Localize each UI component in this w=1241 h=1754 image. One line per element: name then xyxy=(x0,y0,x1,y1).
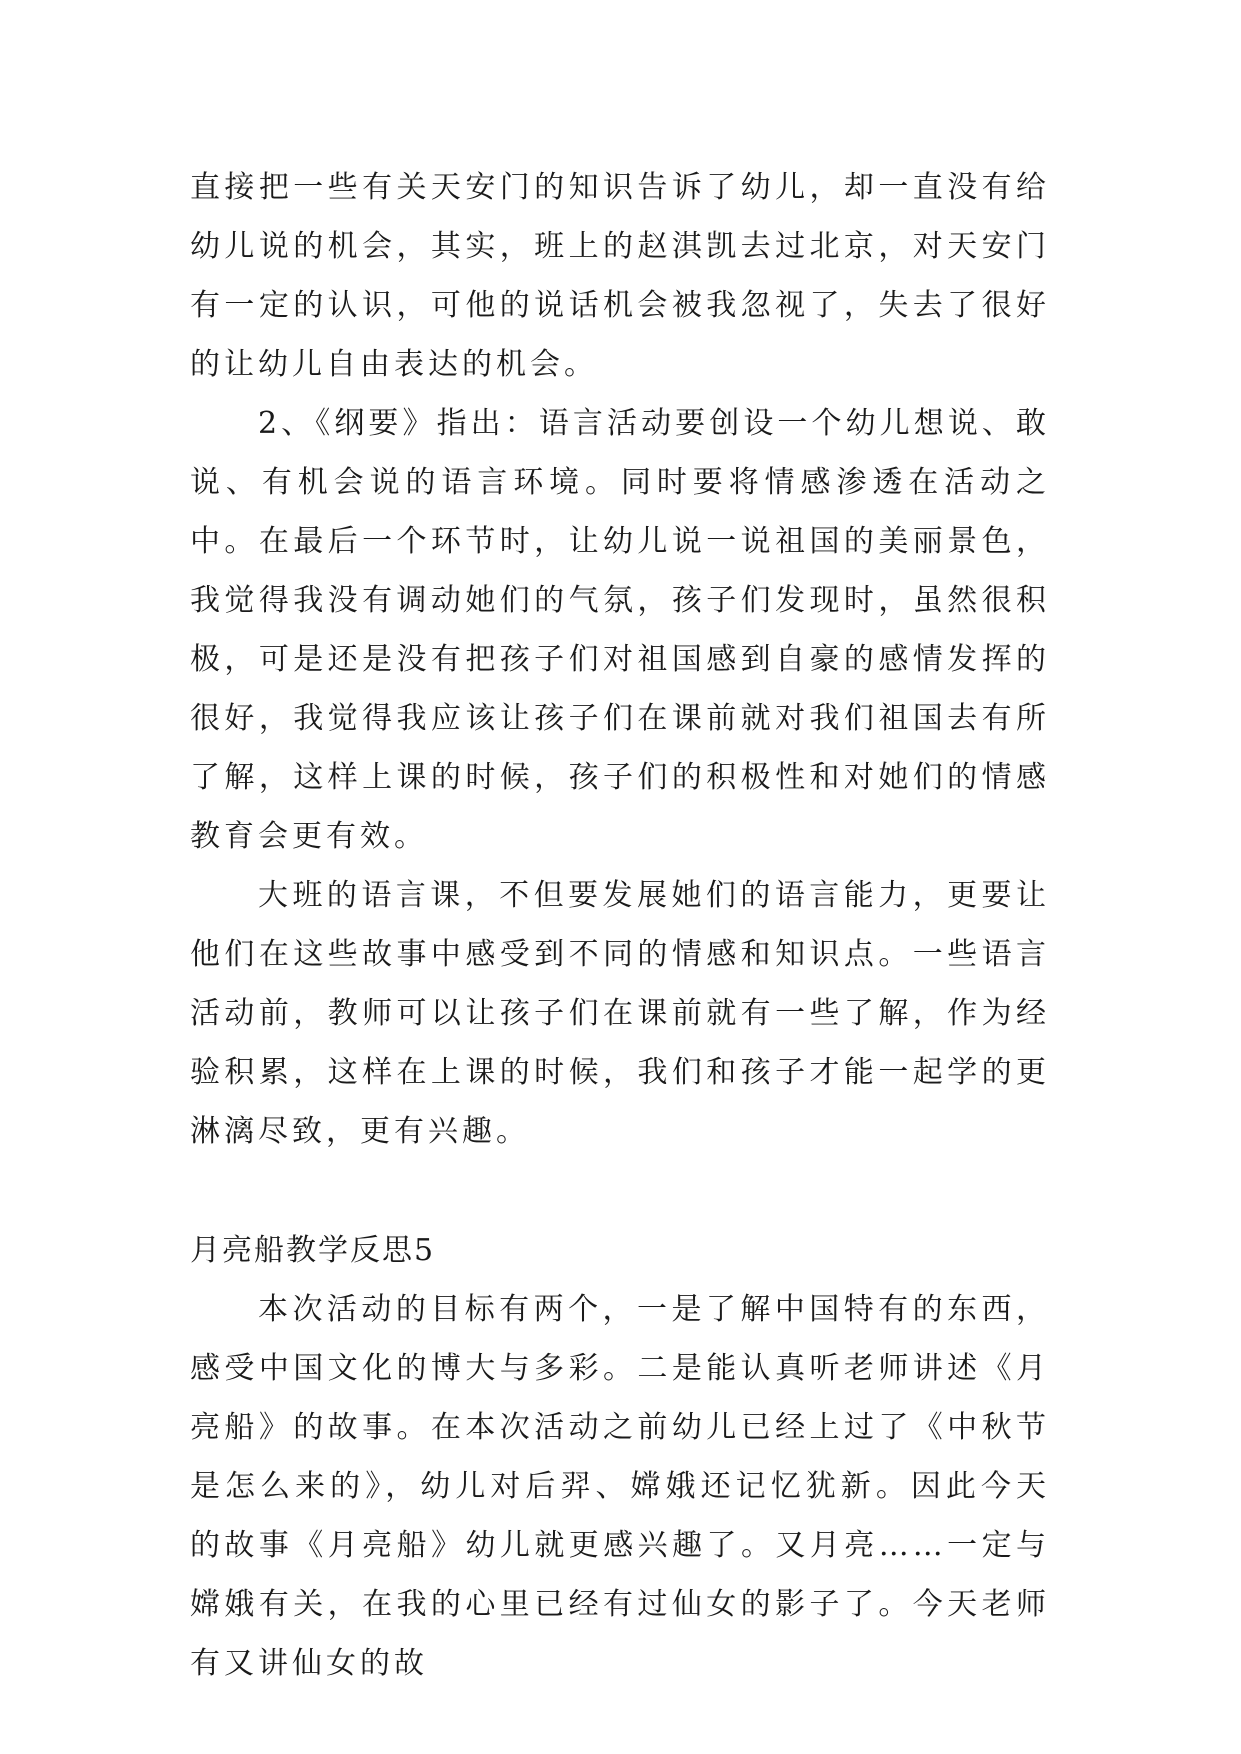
section-heading: 月亮船教学反思5 xyxy=(190,1233,436,1268)
paragraph-section-body: 本次活动的目标有两个，一是了解中国特有的东西，感受中国文化的博大与多彩。二是能认真听老师讲述《月亮船》的故事。在本次活动之前幼儿已经上过了《中秋节是怎么来的》，幼儿对后羿、嫦娥还记忆犹新。因此今天的故事《月亮船》幼儿就更感兴趣了。又月亮……一定与嫦娥有关，在我的心里已经有过仙女的影子了。今天老师有又讲仙女的故 xyxy=(190,1292,1050,1681)
section-gap xyxy=(190,1161,1050,1221)
document-page xyxy=(190,158,1050,1693)
paragraph-summary: 大班的语言课，不但要发展她们的语言能力，更要让他们在这些故事中感受到不同的情感和知识点。一些语言活动前，教师可以让孩子们在课前就有一些了解，作为经验积累，这样在上课的时候，我们和孩子才能一起学的更淋漓尽致，更有兴趣。 xyxy=(190,878,1050,1149)
paragraph-point-2: 2、《纲要》指出：语言活动要创设一个幼儿想说、敢说、有机会说的语言环境。同时要将情感渗透在活动之中。在最后一个环节时，让幼儿说一说祖国的美丽景色，我觉得我没有调动她们的气氛，孩子们发现时，虽然很积极，可是还是没有把孩子们对祖国感到自豪的感情发挥的很好，我觉得我应该让孩子们在课前就对我们祖国去有所了解，这样上课的时候，孩子们的积极性和对她们的情感教育会更有效。 xyxy=(190,406,1050,854)
paragraph-continuation: 直接把一些有关天安门的知识告诉了幼儿，却一直没有给幼儿说的机会，其实，班上的赵淇凯去过北京，对天安门有一定的认识，可他的说话机会被我忽视了，失去了很好的让幼儿自由表达的机会。 xyxy=(190,170,1050,382)
